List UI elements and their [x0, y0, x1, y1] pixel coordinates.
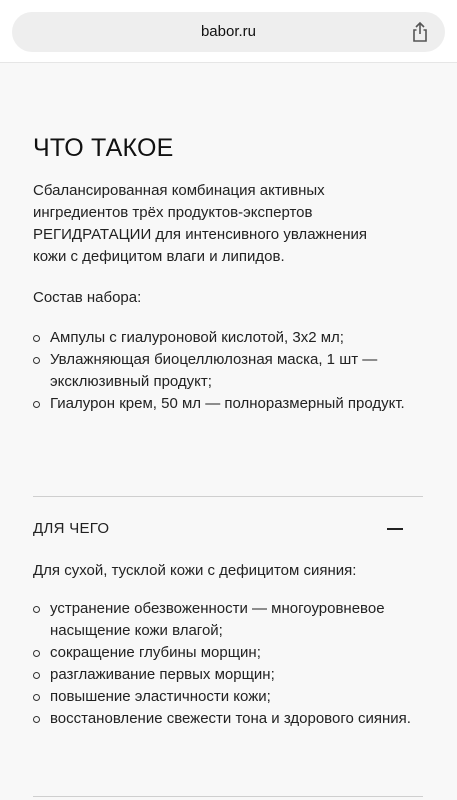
product-description: Сбалансированная комбинация активных ингредиентов трёх продуктов-экспертов РЕГИДРАТАЦИИ для интенсивного увлажнения кожи с дефицитом влаги и липидов.	[33, 182, 367, 265]
browser-toolbar	[0, 0, 457, 63]
divider	[33, 496, 423, 497]
bullet-icon	[33, 694, 40, 701]
composition-label: Состав набора:	[33, 289, 142, 306]
bullet-icon	[33, 650, 40, 657]
list-item: Гиалурон крем, 50 мл — полноразмерный продукт.	[33, 393, 425, 415]
list-item: Увлажняющая биоцеллюлозная маска, 1 шт — эксклюзивный продукт;	[33, 349, 425, 393]
purpose-list	[33, 598, 425, 730]
bullet-icon	[33, 335, 40, 342]
share-icon[interactable]	[409, 21, 431, 43]
bullet-icon	[33, 401, 40, 408]
minus-icon[interactable]	[387, 528, 403, 530]
composition-list	[33, 327, 425, 415]
url-text[interactable]: babor.ru	[200, 23, 257, 40]
bullet-icon	[33, 716, 40, 723]
address-bar[interactable]	[12, 12, 445, 52]
list-item: разглаживание первых морщин;	[33, 664, 425, 686]
list-item: сокращение глубины морщин;	[33, 642, 425, 664]
list-item: восстановление свежести тона и здорового сияния.	[33, 708, 425, 730]
bullet-icon	[33, 357, 40, 364]
bullet-icon	[33, 606, 40, 613]
bullet-icon	[33, 672, 40, 679]
section-heading-what-is: ЧТО ТАКОЕ	[33, 134, 174, 162]
list-item: устранение обезвоженности — многоуровневое насыщение кожи влагой;	[33, 598, 425, 642]
list-item: повышение эластичности кожи;	[33, 686, 425, 708]
divider	[33, 796, 423, 797]
accordion-header-purpose[interactable]: ДЛЯ ЧЕГО	[33, 520, 110, 537]
list-item: Ампулы с гиалуроновой кислотой, 3x2 мл;	[33, 327, 425, 349]
purpose-intro: Для сухой, тусклой кожи с дефицитом сияния:	[33, 562, 357, 579]
